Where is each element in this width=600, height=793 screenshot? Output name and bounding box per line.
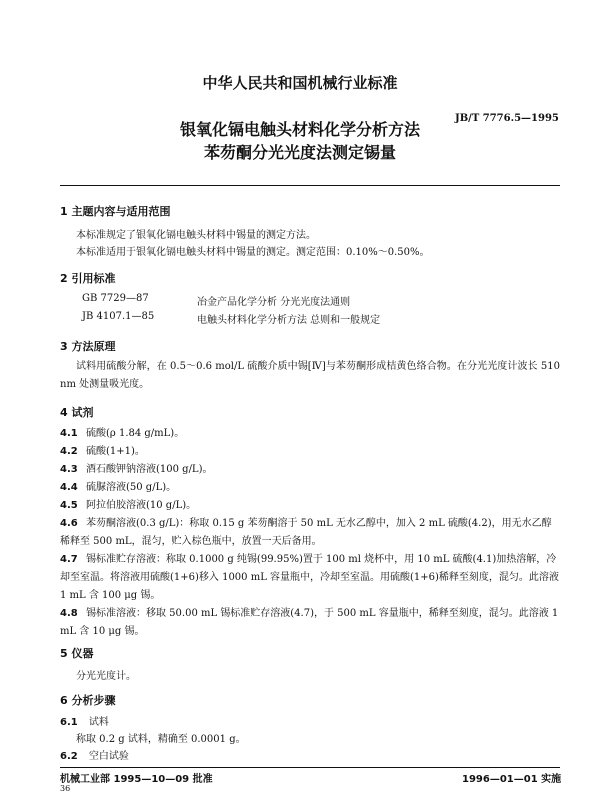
reagent-item [60,425,560,443]
subsection-number: 6.1 [60,717,78,728]
document-title-line1: 银氧化镉电触头材料化学分析方法 [179,120,420,139]
effective-date: 1996—01—01 实施 [462,774,562,785]
section-5-heading: 5 仪器 [60,647,94,660]
reagent-text: 硫脲溶液(50 g/L)。 [86,482,177,493]
reagent-number: 4.3 [60,464,78,475]
subsection-number: 6.2 [60,751,78,762]
reagent-item [60,605,560,641]
reagent-number: 4.4 [60,482,78,493]
reagent-text: 苯芴酮溶液(0.3 g/L)：称取 0.15 g 苯芴酮溶于 50 mL 无水乙醇中，加入 2 mL 硫酸(4.2)，用无水乙醇稀释至 500 mL，混匀，贮入棕色瓶中，放置一天后备用。 [60,518,552,547]
section-1-heading: 1 主题内容与适用范围 [60,205,171,218]
reagent-number: 4.2 [60,446,78,457]
section-4-heading: 4 试剂 [60,406,94,419]
reagent-item [60,515,560,551]
header-divider [60,185,560,186]
reagent-number: 4.6 [60,518,78,529]
section-5-paragraph: 分光光度计。 [76,671,136,682]
section-1-paragraph-1: 本标准规定了银氧化镉电触头材料中锡量的测定方法。 [76,230,316,241]
subsection-title: 试料 [88,717,109,728]
subsection-6-1-text: 称取 0.2 g 试料，精确至 0.0001 g。 [76,734,246,745]
reagent-text: 锡标准溶液：移取 50.00 mL 锡标准贮存溶液(4.7)，于 500 mL 容量瓶中，稀释至刻度，混匀。此溶液 1 mL 含 10 μg 锡。 [60,608,559,637]
reagent-text: 硫酸(1+1)。 [86,446,145,457]
subsection-6-1 [60,713,109,728]
section-6-heading: 6 分析步骤 [60,694,116,707]
reagent-number: 4.8 [60,608,78,619]
reagent-item [60,551,560,605]
reagent-number: 4.7 [60,554,78,565]
reagent-item [60,461,560,479]
reference-code: JB 4107.1—85 [82,311,155,322]
reagent-text: 硫酸(ρ 1.84 g/mL)。 [86,428,185,439]
issuing-organization: 中华人民共和国机械行业标准 [202,74,398,92]
subsection-title: 空白试验 [88,751,129,762]
section-3-heading: 3 方法原理 [60,340,116,353]
document-title-line2: 苯芴酮分光光度法测定锡量 [203,143,396,162]
reagent-text: 锡标准贮存溶液：称取 0.1000 g 纯锡(99.95%)置于 100 ml 烧杯中，用 10 mL 硫酸(4.1)加热溶解，冷却至室温。将溶液用硫酸(1+6)移入 1000 mL 容量瓶中，冷却至室温。用硫酸(1+6)稀释至刻度，混匀。此溶液 1 mL 含 100 μg 锡。 [60,554,559,601]
reagent-text: 酒石酸钾钠溶液(100 g/L)。 [86,464,213,475]
section-2-heading: 2 引用标准 [60,272,116,285]
reagent-text: 阿拉伯胶溶液(10 g/L)。 [86,500,197,511]
reference-title: 冶金产品化学分析 分光光度法通则 [197,297,351,308]
reference-title: 电触头材料化学分析方法 总则和一般规定 [197,315,381,326]
approval-date: 机械工业部 1995—10—09 批准 [60,774,213,785]
reagent-number: 4.5 [60,500,78,511]
reagent-item [60,479,560,497]
reagent-item [60,497,560,515]
section-1-paragraph-2: 本标准适用于银氧化镉电触头材料中锡量的测定。测定范围：0.10%～0.50%。 [76,247,430,258]
reagent-number: 4.1 [60,428,78,439]
standard-number: JB/T 7776.5—1995 [455,113,559,124]
section-3-paragraph: 试料用硫酸分解，在 0.5～0.6 mol/L 硫酸介质中锡[Ⅳ]与苯芴酮形成桔黄色络合物。在分光光度计波长 510 nm 处测量吸光度。 [60,361,560,390]
footer-divider [60,767,560,768]
subsection-6-2 [60,747,129,762]
reference-code: GB 7729—87 [82,293,149,304]
page-number: 36 [60,784,71,793]
reagent-item [60,443,560,461]
